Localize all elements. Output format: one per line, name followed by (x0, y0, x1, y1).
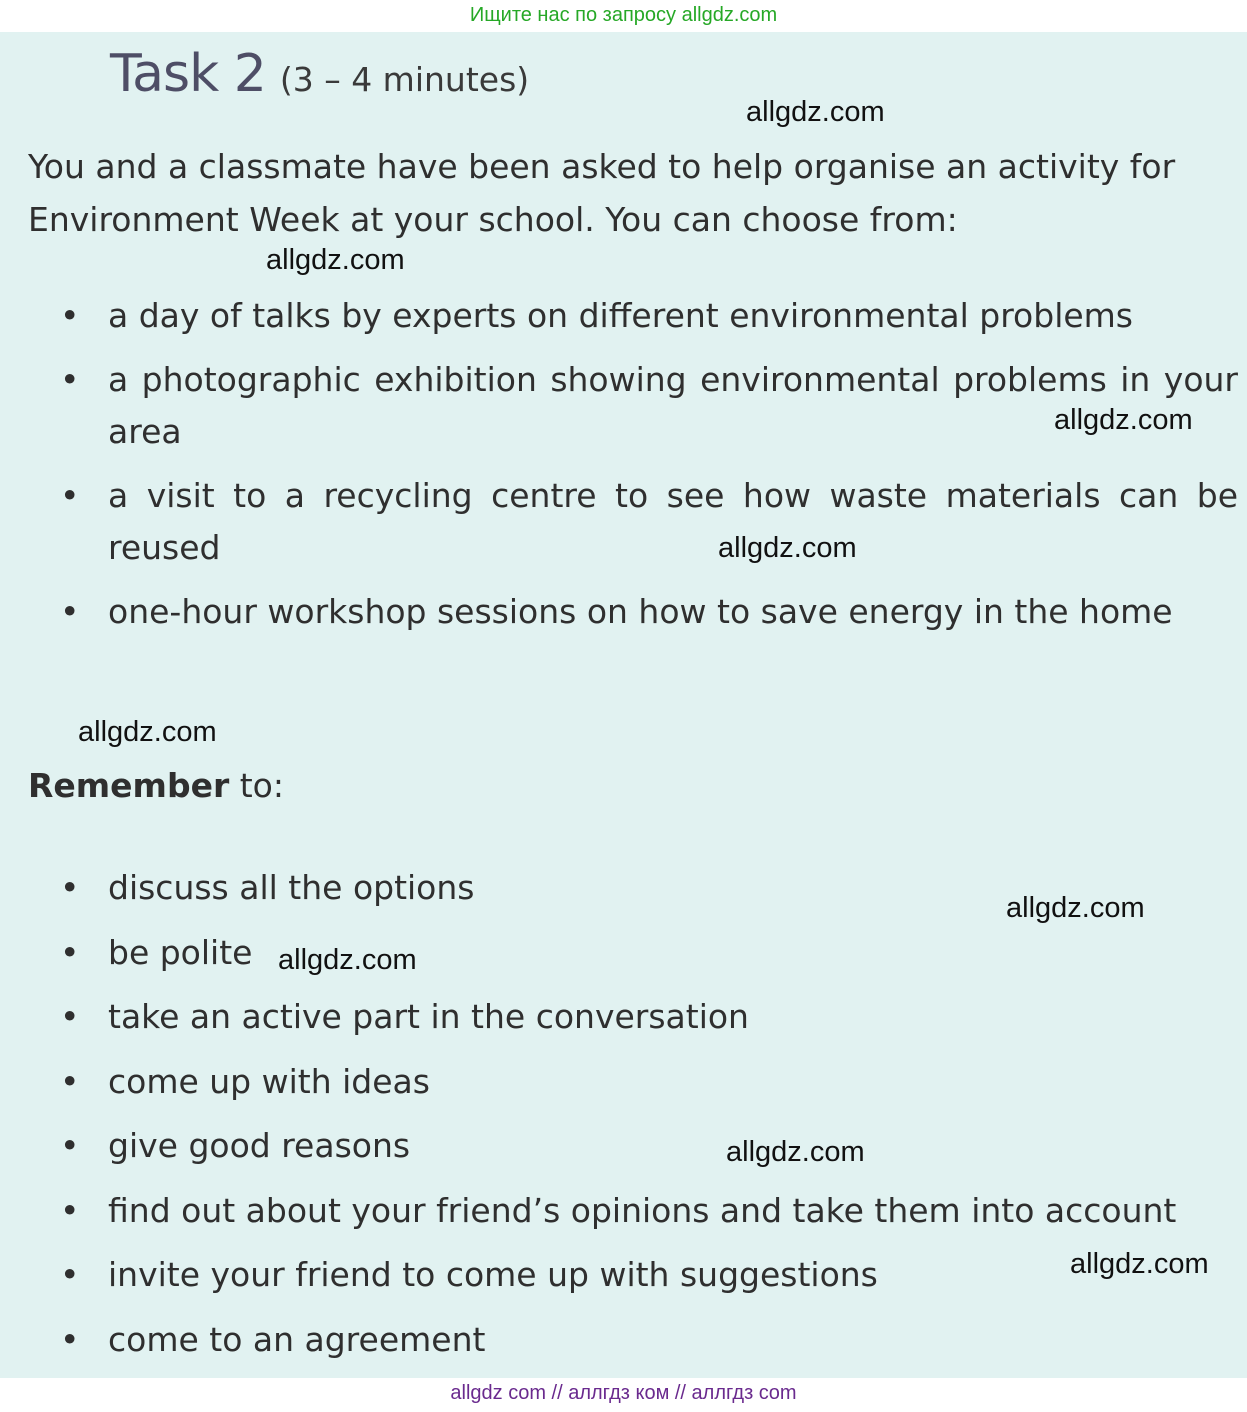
task-title: Task 2 (110, 44, 266, 104)
list-item (52, 290, 1238, 342)
option-text: a photographic exhibition showing environmental problems in your area (108, 360, 1238, 451)
tip-text: discuss all the options (108, 868, 475, 907)
watermark: allgdz.com (266, 244, 405, 276)
top-banner: Ищите нас по запросу allgdz.com (0, 0, 1247, 32)
bullet-icon: • (60, 592, 80, 631)
list-item (52, 1056, 1242, 1121)
list-item (52, 927, 1242, 992)
watermark: allgdz.com (78, 716, 217, 748)
bullet-icon: • (60, 932, 80, 972)
task-duration: (3 – 4 minutes) (279, 60, 530, 99)
watermark: allgdz.com (726, 1136, 865, 1168)
bullet-icon: • (60, 1061, 80, 1101)
tip-text: come up with ideas (108, 1061, 430, 1101)
option-text: one-hour workshop sessions on how to save energy in the home (108, 592, 1173, 631)
activity-options-list (52, 290, 1238, 650)
list-item (52, 1120, 1242, 1185)
list-item (52, 470, 1238, 574)
bullet-icon: • (60, 1255, 80, 1294)
bullet-icon: • (60, 360, 80, 399)
bullet-icon: • (60, 296, 80, 335)
tip-text: come to an agreement (108, 1319, 486, 1359)
tip-text: be polite (108, 932, 253, 972)
remember-keyword: Remember (28, 766, 230, 805)
task-intro: You and a classmate have been asked to help organise an activity for Environment Week at your school. You can choose from: (28, 147, 1176, 239)
bottom-banner: allgdz com // аллгдз ком // аллгдз com (0, 1378, 1247, 1412)
list-item (52, 1314, 1242, 1379)
watermark: allgdz.com (1006, 892, 1145, 924)
option-text: a day of talks by experts on different environmental problems (108, 296, 1133, 335)
bullet-icon: • (60, 476, 80, 515)
watermark: allgdz.com (278, 944, 417, 976)
option-text: a visit to a recycling centre to see how waste materials can be reused (108, 476, 1238, 567)
bullet-icon: • (60, 1319, 80, 1359)
watermark: allgdz.com (1070, 1248, 1209, 1280)
bullet-icon: • (60, 868, 80, 907)
watermark: allgdz.com (1054, 404, 1193, 436)
list-item (52, 1185, 1242, 1250)
task-heading (110, 44, 529, 104)
textbook-page (0, 32, 1247, 1378)
list-item (52, 1249, 1242, 1314)
list-item (52, 586, 1238, 638)
bullet-icon: • (60, 1126, 80, 1165)
list-item (52, 991, 1242, 1056)
remember-tips-list (52, 862, 1242, 1378)
tip-text: find out about your friend’s opinions and take them into account (108, 1190, 1177, 1230)
bullet-icon: • (60, 997, 80, 1036)
bullet-icon: • (60, 1190, 80, 1230)
watermark: allgdz.com (718, 532, 857, 564)
remember-heading (28, 766, 284, 805)
tip-text: give good reasons (108, 1126, 411, 1165)
tip-text: invite your friend to come up with suggestions (108, 1255, 878, 1294)
tip-text: take an active part in the conversation (108, 997, 749, 1036)
watermark: allgdz.com (746, 96, 885, 128)
remember-rest: to: (229, 766, 284, 805)
